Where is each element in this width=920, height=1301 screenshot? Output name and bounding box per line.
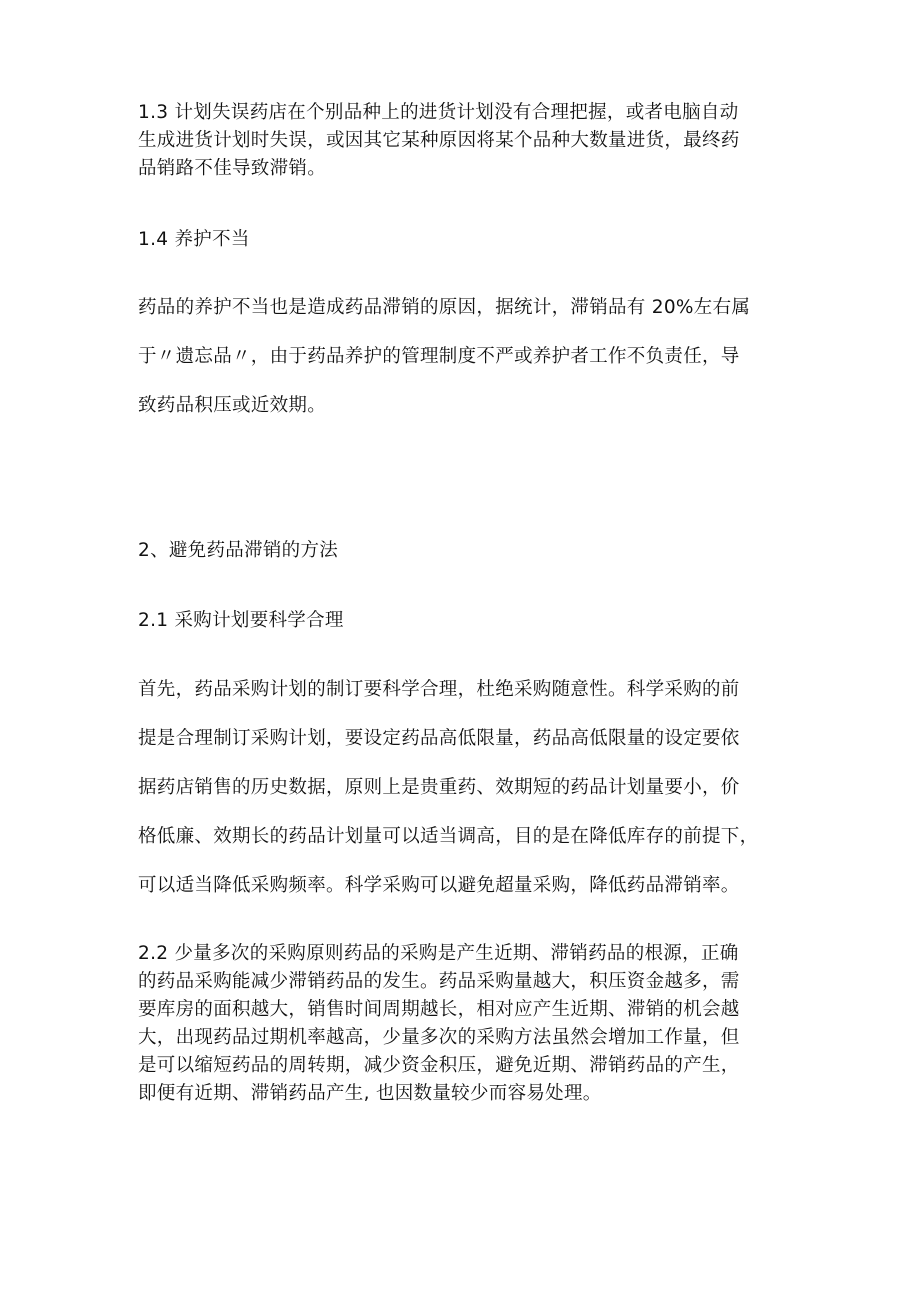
paragraph-line: 即便有近期、滞销药品产生, 也因数量较少而容易处理。 — [138, 1083, 602, 1104]
paragraph-line: 可以适当降低采购频率。科学采购可以避免超量采购，降低药品滞销率。 — [138, 875, 740, 896]
paragraph-1-4 — [138, 283, 788, 430]
section-heading: 1.4 养护不当 — [138, 229, 250, 250]
paragraph-line: 药品的养护不当也是造成药品滞销的原因，据统计，滞销品有 20%左右属 — [138, 297, 751, 318]
paragraph-line: 2.2 少量多次的采购原则药品的采购是产生近期、滞销药品的根源，正确 — [138, 943, 739, 964]
section-heading: 2.1 采购计划要科学合理 — [138, 610, 344, 631]
paragraph-line: 是可以缩短药品的周转期，减少资金积压，避免近期、滞销药品的产生， — [138, 1055, 740, 1076]
paragraph-2-2 — [138, 940, 788, 1108]
paragraph-line: 要库房的面积越大，销售时间周期越长，相对应产生近期、滞销的机会越 — [138, 999, 740, 1020]
paragraph-line: 据药店销售的历史数据，原则上是贵重药、效期短的药品计划量要小，价 — [138, 777, 740, 798]
heading-2-1 — [138, 607, 788, 635]
paragraph-line: 生成进货计划时失误，或因其它某种原因将某个品种大数量进货，最终药 — [138, 130, 740, 151]
heading-2 — [138, 537, 788, 565]
paragraph-line: 于〃遗忘品〃，由于药品养护的管理制度不严或养护者工作不负责任，导 — [138, 346, 740, 367]
section-heading: 2、避免药品滞销的方法 — [138, 540, 339, 561]
paragraph-line: 的药品采购能减少滞销药品的发生。药品采购量越大，积压资金越多，需 — [138, 971, 740, 992]
paragraph-1-3 — [138, 99, 788, 183]
paragraph-line: 大，出现药品过期机率越高，少量多次的采购方法虽然会增加工作量，但 — [138, 1027, 740, 1048]
paragraph-2-1 — [138, 665, 788, 910]
paragraph-line: 品销路不佳导致滞销。 — [138, 158, 327, 179]
paragraph-line: 1.3 计划失误药店在个别品种上的进货计划没有合理把握，或者电脑自动 — [138, 102, 739, 123]
paragraph-line: 格低廉、效期长的药品计划量可以适当调高，目的是在降低库存的前提下， — [138, 826, 759, 847]
paragraph-line: 首先，药品采购计划的制订要科学合理，杜绝采购随意性。科学采购的前 — [138, 679, 740, 700]
paragraph-line: 提是合理制订采购计划，要设定药品高低限量，药品高低限量的设定要依 — [138, 728, 740, 749]
heading-1-4 — [138, 226, 788, 254]
paragraph-line: 致药品积压或近效期。 — [138, 395, 327, 416]
